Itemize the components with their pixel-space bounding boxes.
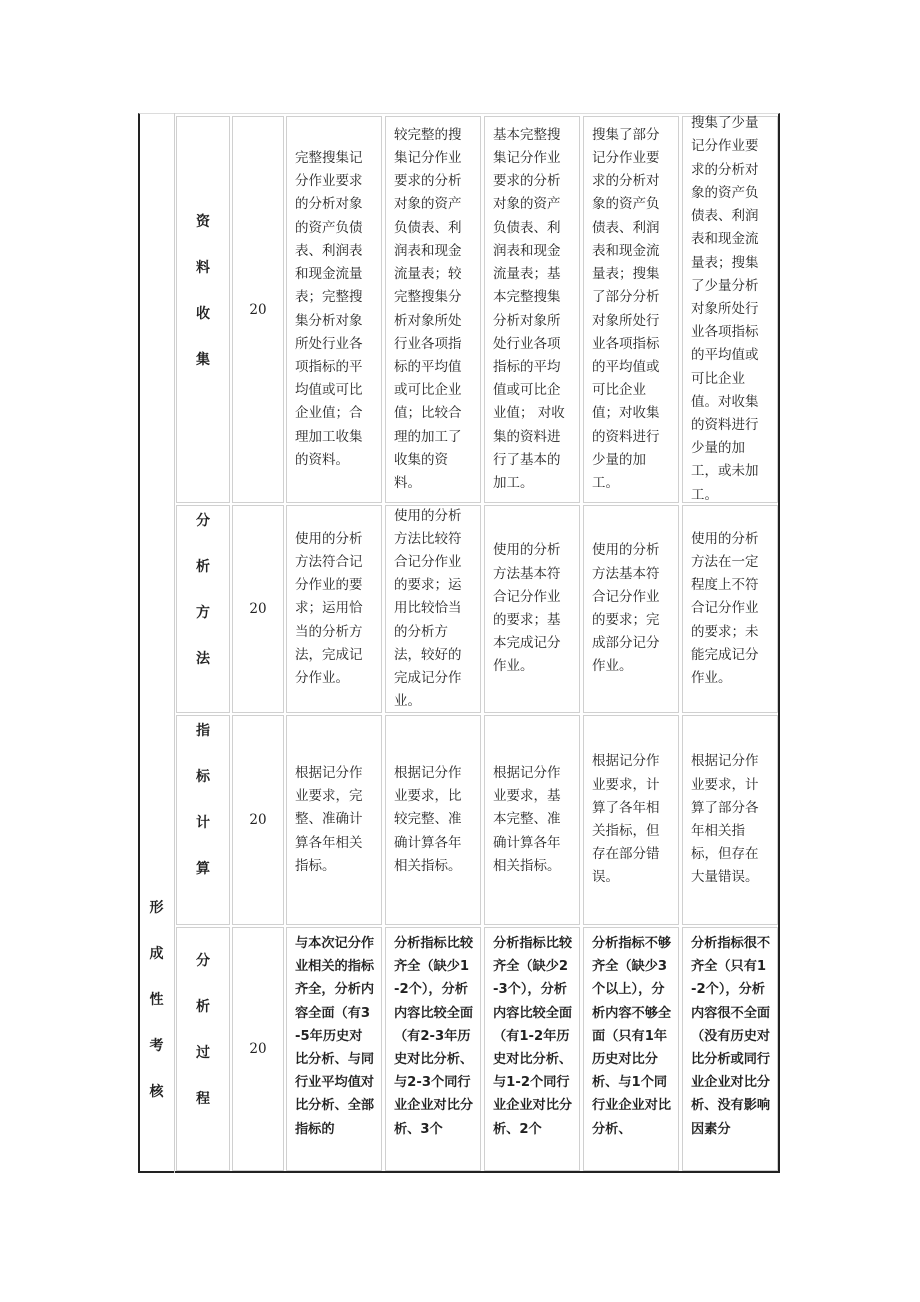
score-cell: 20 (232, 116, 284, 503)
row-label-char: 计 (196, 815, 210, 831)
criteria-cell-good: 分析指标比较齐全（缺少1-2个），分析内容比较全面（有2-3年历史对比分析、与2-3个同行业企业对比分析、3个 (385, 927, 481, 1171)
main-category-char: 成 (149, 946, 164, 962)
score-cell: 20 (232, 927, 284, 1171)
row-label-char: 资 (196, 214, 210, 230)
criteria-cell-pass: 使用的分析方法基本符合记分作业的要求；完成部分记分作业。 (583, 505, 679, 713)
row-label-char: 收 (196, 306, 210, 322)
criteria-cell-good: 较完整的搜集记分作业要求的分析对象的资产负债表、利润表和现金流量表；较完整搜集分析对象所处行业各项指标的平均值或可比企业值；比较合理的加工了收集的资料。 (385, 116, 481, 503)
row-label-char: 析 (196, 999, 210, 1015)
row-label-char: 法 (196, 651, 210, 667)
criteria-cell-pass: 搜集了部分记分作业要求的分析对象的资产负债表、利润表和现金流量表；搜集了部分分析对象所处行业各项指标的平均值或可比企业值；对收集的资料进行少量的加工。 (583, 116, 679, 503)
score-cell: 20 (232, 715, 284, 925)
criteria-cell-fail: 分析指标很不齐全（只有1-2个），分析内容很不全面（没有历史对比分析或同行业企业对比分析、没有影响因素分 (682, 927, 778, 1171)
row-label-char: 标 (196, 769, 210, 785)
score-cell: 20 (232, 505, 284, 713)
row-label-indicator-calculation (176, 715, 230, 925)
criteria-cell-fail: 根据记分作业要求，计算了部分各年相关指标，但存在大量错误。 (682, 715, 778, 925)
row-label-char: 方 (196, 605, 210, 621)
row-label-char: 分 (196, 953, 210, 969)
criteria-cell-medium: 分析指标比较齐全（缺少2-3个），分析内容比较全面（有1-2年历史对比分析、与1-2个同行业企业对比分析、2个 (484, 927, 580, 1171)
row-label-char: 指 (196, 723, 210, 739)
criteria-cell-medium: 使用的分析方法基本符合记分作业的要求；基本完成记分作业。 (484, 505, 580, 713)
criteria-cell-excellent: 使用的分析方法符合记分作业的要求；运用恰当的分析方法，完成记分作业。 (286, 505, 382, 713)
row-label-char: 过 (196, 1045, 210, 1061)
row-label-char: 集 (196, 352, 210, 368)
criteria-cell-fail: 搜集了少量记分作业要求的分析对象的资产负债表、利润表和现金流量表；搜集了少量分析对象所处行业各项指标的平均值或可比企业值。对收集的资料进行少量的加工，或未加工。 (682, 116, 778, 503)
row-label-char: 算 (196, 861, 210, 877)
criteria-cell-good: 使用的分析方法比较符合记分作业的要求；运用比较恰当的分析方法，较好的完成记分作业。 (385, 505, 481, 713)
criteria-cell-pass: 根据记分作业要求，计算了各年相关指标，但存在部分错误。 (583, 715, 679, 925)
main-category-cell (138, 113, 175, 1173)
row-label-char: 分 (196, 513, 210, 529)
criteria-cell-excellent: 与本次记分作业相关的指标齐全，分析内容全面（有3-5年历史对比分析、与同行业平均值对比分析、全部指标的 (286, 927, 382, 1171)
row-label-char: 析 (196, 559, 210, 575)
criteria-cell-pass: 分析指标不够齐全（缺少3个以上），分析内容不够全面（只有1年历史对比分析、与1个同行业企业对比分析、 (583, 927, 679, 1171)
row-label-char: 料 (196, 260, 210, 276)
criteria-cell-excellent: 完整搜集记分作业要求的分析对象的资产负债表、利润表和现金流量表；完整搜集分析对象所处行业各项指标的平均值或可比企业值；合理加工收集的资料。 (286, 116, 382, 503)
row-label-analysis-process (176, 927, 230, 1171)
criteria-cell-medium: 基本完整搜集记分作业要求的分析对象的资产负债表、利润表和现金流量表；基本完整搜集分析对象所处行业各项指标的平均值或可比企业值； 对收集的资料进行了基本的加工。 (484, 116, 580, 503)
row-label-char: 程 (196, 1091, 210, 1107)
row-label-analysis-method (176, 505, 230, 713)
main-category-char: 考 (149, 1038, 164, 1054)
criteria-cell-medium: 根据记分作业要求，基本完整、准确计算各年相关指标。 (484, 715, 580, 925)
main-category-char: 核 (149, 1084, 164, 1100)
criteria-cell-good: 根据记分作业要求，比较完整、准确计算各年相关指标。 (385, 715, 481, 925)
main-category-char: 形 (149, 900, 164, 916)
criteria-cell-excellent: 根据记分作业要求，完整、准确计算各年相关指标。 (286, 715, 382, 925)
criteria-cell-fail: 使用的分析方法在一定程度上不符合记分作业的要求；未能完成记分作业。 (682, 505, 778, 713)
row-label-data-collection (176, 116, 230, 503)
main-category-char: 性 (149, 992, 164, 1008)
